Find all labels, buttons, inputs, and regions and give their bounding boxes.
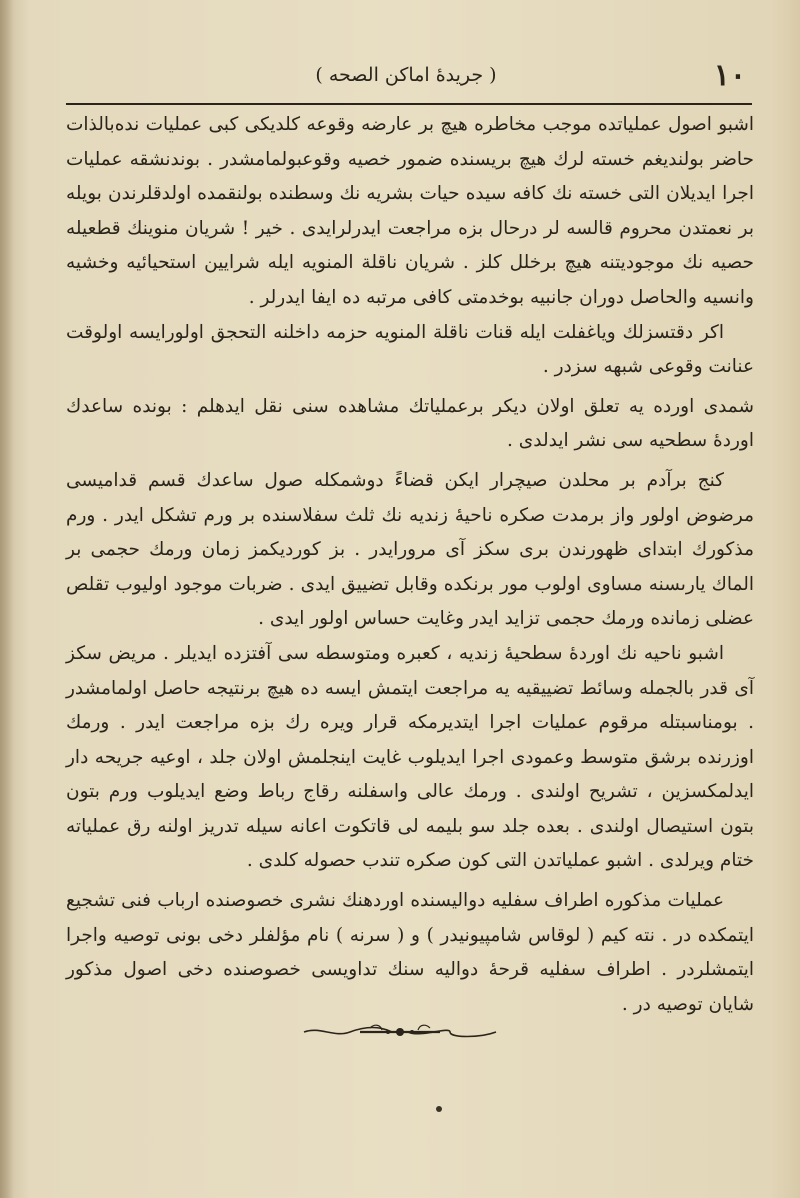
paragraph: اشبو اصول عملياتده موجب مخاطره هيچ بر عارضه وقوعه كلديكى كبى عمليات ندەبالذات حاضر بولنديغم خسته لرك هيچ بريسنده ضمور خصيه وقوعبولمامشدر . بوندنشقه عمليات اجرا ايديلان التى خسته نك كافه سيده حيات بشريه نك وسطنده بولنقمده اولدقلرندن بويله بر نعمتدن محروم قالسه لر درحال بزه مراجعت ايدرلرايدى . خير ! شريان منوينك قطعيله حصيه نك موجوديتنه هيچ برخلل كلز . شريان ناقلة المنويه ايله شرايين استحيائيه وخشيه وانسيه والحاصل دوران جانبيه بوخدمتى كافى مرتبه ده ايفا ايدرلر .: [66, 114, 754, 308]
paragraph: كنج برآدم بر محلدن صيچرار ايكن قضاءً دوشمكله صول ساعدك قسم قدامیسی مرضوض اولور واز برمدت صكره ناحيهٔ زنديه نك ثلث سفلاسنده بر ورم تشكل ايدر . ورم مذكورك ابتداى ظهورندن برى سكز آى مرورايدر . بز كورديكمز زمان ورمك حجمى بر الماك يارىسنه مساوى اولوب مور برنكده وقابل تضييق ايدى . ضربات موجود اوليوب تقلص عضلى زمانده ورمك حجمى تزايد ايدر وغايت حساس اولور ايدى .: [66, 469, 754, 630]
ink-dot: [436, 1106, 442, 1112]
paragraph: اكر دقتسزلك وياغفلت ايله قنات ناقلة المنويه حزمه داخلنه التحجق اولورايسه اولوقت عنانت وقوعى شبهه سزدر .: [66, 321, 754, 378]
page-header: [66, 58, 746, 98]
running-title: ( جريدهٔ اماكن الصحه ): [315, 64, 497, 86]
paragraph: عمليات مذكوره اطراف سفليه دواليسنده اوردهنك نشرى خصوصنده ارباب فنى تشجيع ايتمكده در . نته كيم ( لوقاس شامپيونيدر ) و ( سرنه ) نام مؤلفلر دخى بونى توصيه واجرا ايتمشلردر . اطراف سفليه قرحهٔ دواليه سنك تداويسى خصوصنده دخى اصول مذكور شايان توصيه در .: [66, 890, 754, 1015]
paragraph: اشبو ناحيه نك اوردهٔ سطحيهٔ زنديه ، كعبره ومتوسطه سى آفتزده ايديلر . مريض سكز آى قدر بالجمله وسائط تضييقيه يه مراجعت ايتمش ايسه ده هيچ برنتيجه حاصل اولمامشدر . بومناسبتله مرقوم عمليات اجرا ايتديرمكه قرار ويره رك بزه مراجعت ايدر . ورمك اوزرنده برشق متوسط وعمودى اجرا ايديلوب غايت اينجلمش اولان جلد ، اوعيه جريحه دار ايدلمكسزين ، تشريح اولندى . ورمك عالى واسفلنه رقاج رباط وضع ايديلوب ورم بتون بتون استيصال اولندى . بعده جلد سو بليمه لى قاتكوت اعانه سيله تدريز اولنه رق عملياته ختام ويرلدى . اشبو عملياتدن التى كون صكره تندب حصوله كلدى .: [66, 642, 754, 872]
header-rule: [66, 103, 752, 105]
article-body: [66, 108, 754, 1022]
page-edge-shadow: [0, 0, 14, 1198]
page-number: ١٠: [713, 58, 746, 93]
decorative-divider-ornament: [300, 1022, 500, 1042]
paragraph: شمدى اورده يه تعلق اولان ديكر برعملياتك مشاهده سنى نقل ايدهلم : بونده ساعدك اوردهٔ سطحيه سى نشر ايدلدى .: [66, 395, 754, 452]
